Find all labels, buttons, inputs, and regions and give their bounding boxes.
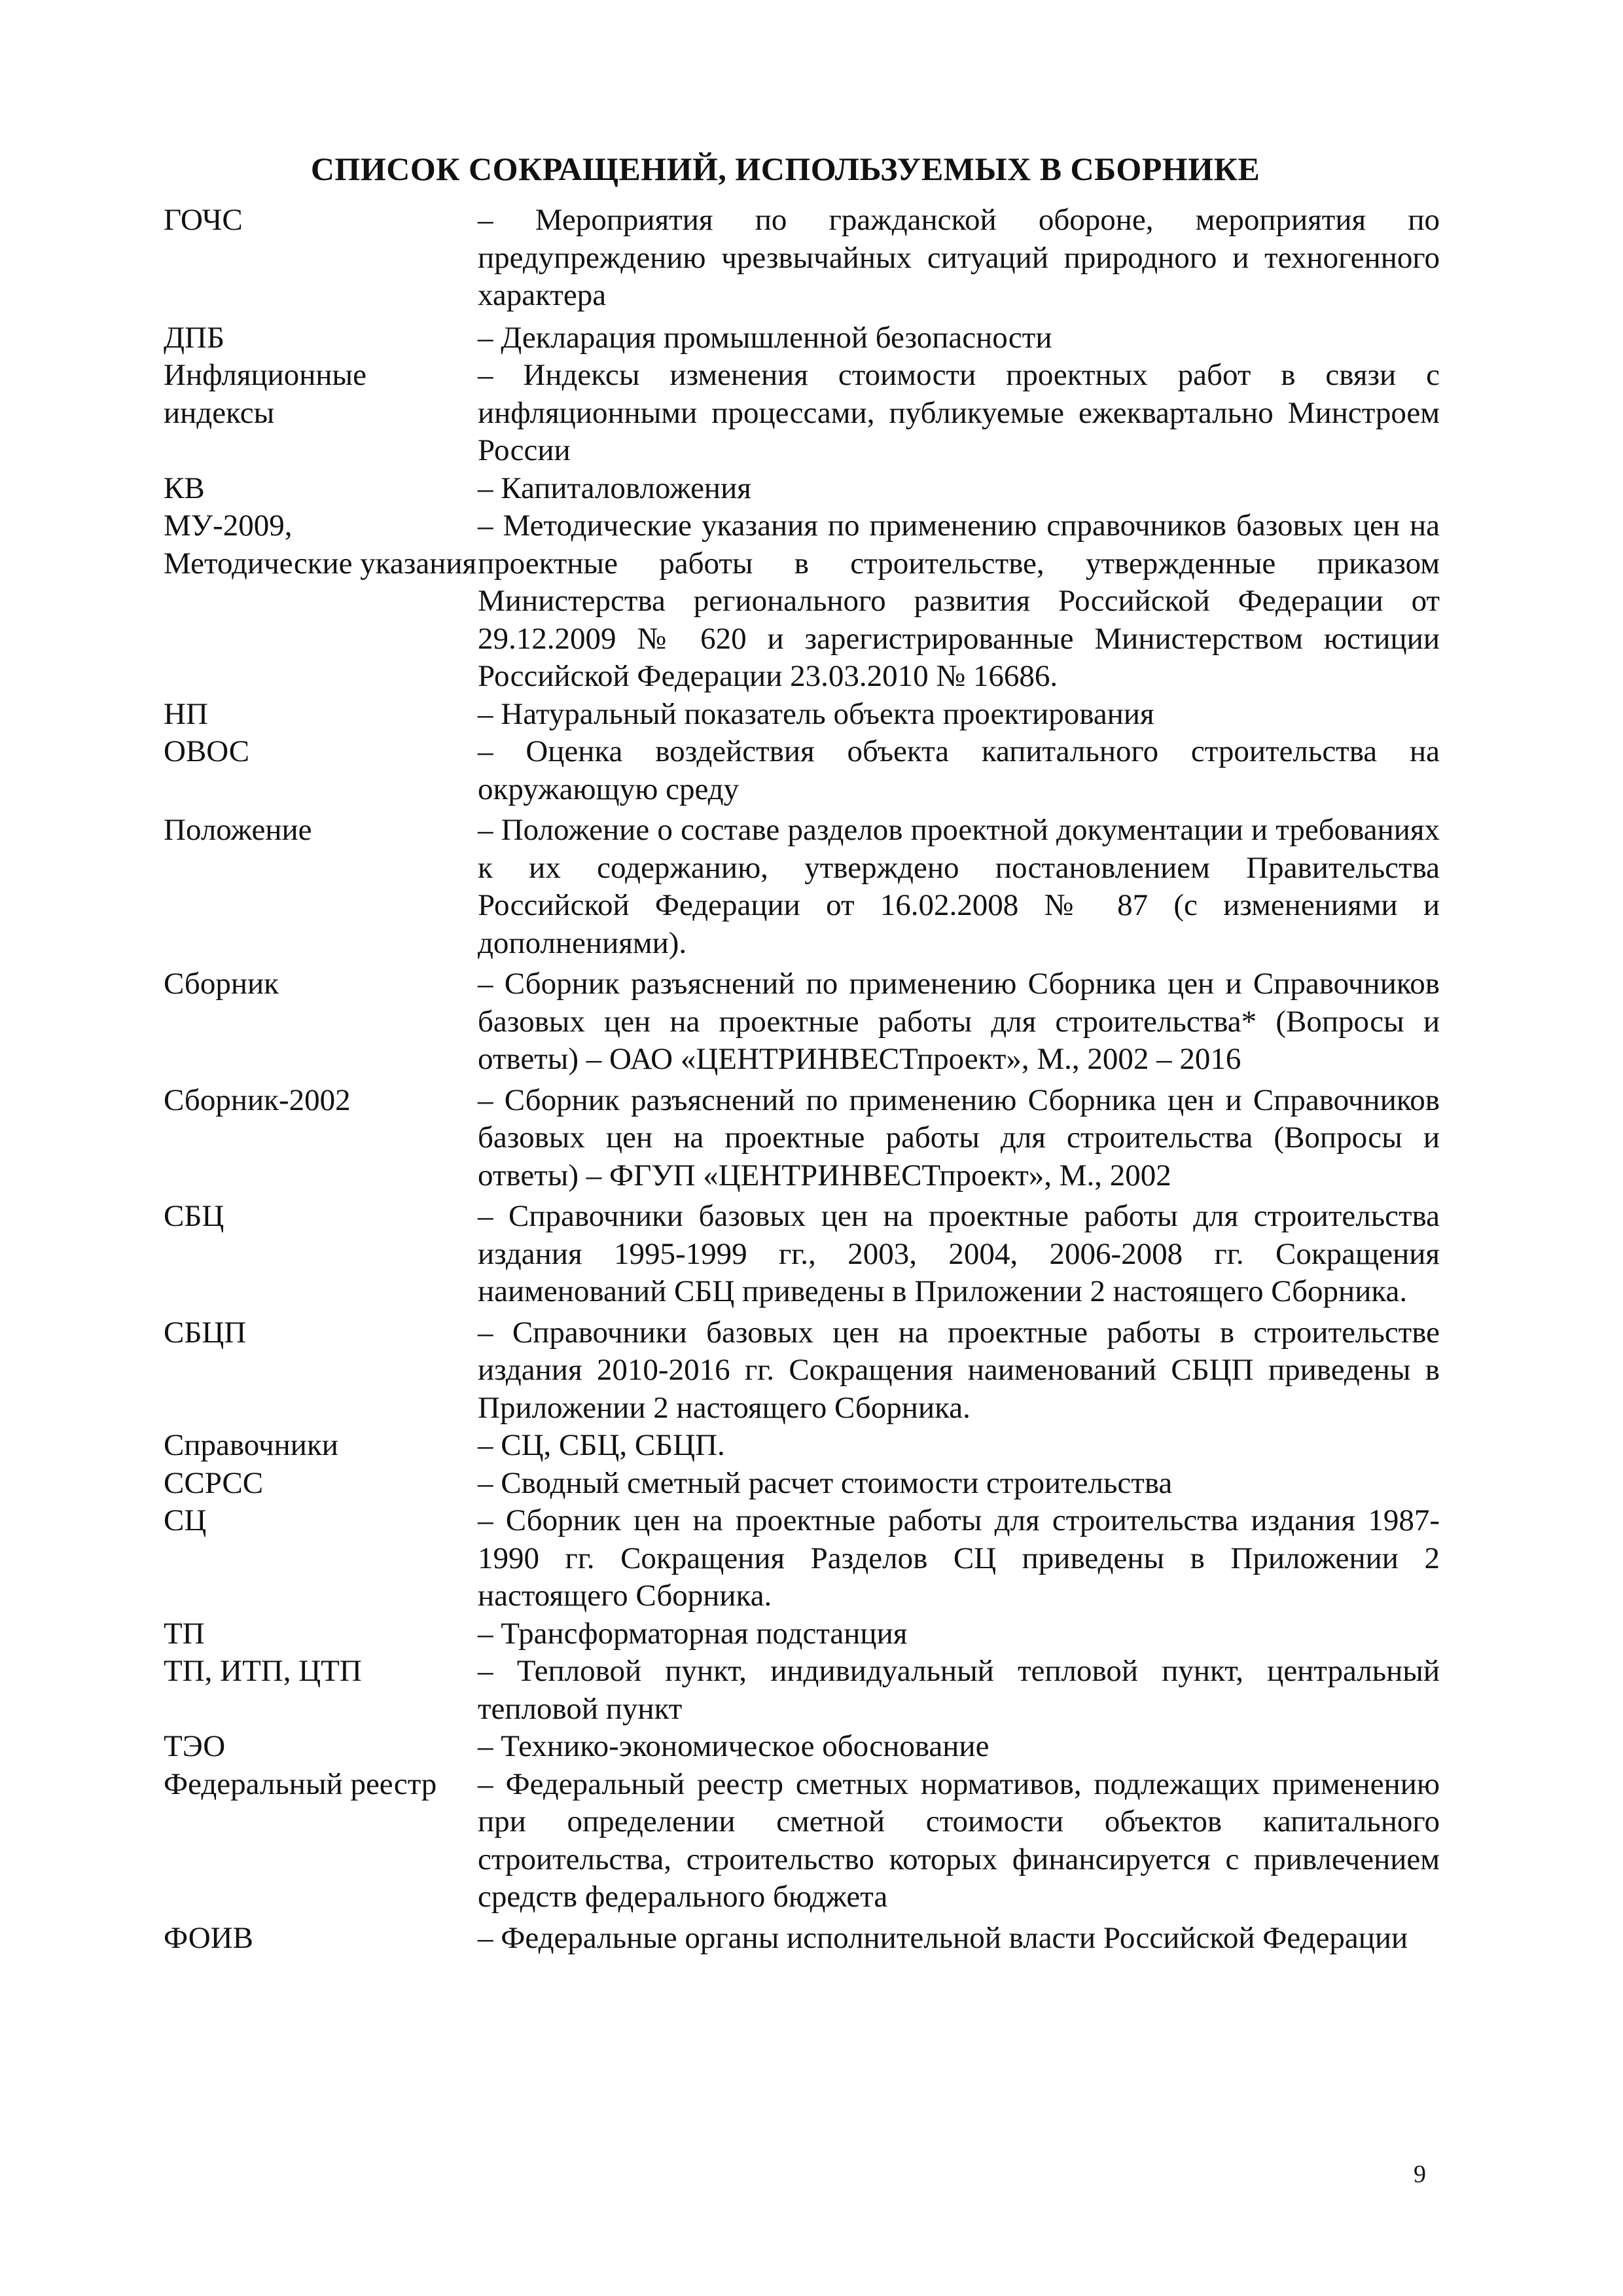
list-item [164, 965, 1440, 1079]
list-item [164, 733, 1440, 808]
abbreviation-definition: – Справочники базовых цен на проектные работы в строительстве издания 2010-2016 гг. Сокращения наименований СБЦП приведены в Приложении 2 настоящего Сборника. [478, 1315, 1440, 1425]
abbreviation-definition: – Сборник цен на проектные работы для строительства издания 1987-1990 гг. Сокращения Разделов СЦ приведены в Приложении 2 настоящего Сборника. [478, 1503, 1440, 1613]
list-item [164, 357, 1440, 470]
abbreviation-definition: – Натуральный показатель объекта проектирования [478, 696, 1154, 731]
list-item [164, 1314, 1440, 1427]
list-item [164, 470, 1440, 508]
abbreviation-definition: – Сборник разъяснений по применению Сборника цен и Справочников базовых цен на проектные работы для строительства* (Вопросы и ответы) – ОАО «ЦЕНТРИНВЕСТпроект», М., 2002 – 2016 [478, 967, 1440, 1076]
abbreviation-list [164, 202, 1440, 1957]
abbreviation-term: Сборник-2002 [164, 1083, 351, 1117]
abbreviation-term: ФОИВ [164, 1920, 253, 1955]
list-item [164, 812, 1440, 962]
abbreviation-term: Федеральный реестр [164, 1767, 437, 1801]
abbreviation-definition: – Федеральный реестр сметных нормативов, подлежащих применению при определении сметной стоимости объектов капитального строительства, строительство которых финансируется с привлечением средств федерального бюджета [478, 1767, 1440, 1914]
list-item [164, 1502, 1440, 1615]
abbreviation-term: ТЭО [164, 1729, 226, 1763]
abbreviation-definition: – Методические указания по применению справочников базовых цен на проектные работы в строительстве, утвержденные приказом Министерства регионального развития Российской Федерации от 29.12.2009 № 620 и зарегистрированные Министерством юстиции Российской Федерации 23.03.2010 № 16686. [478, 509, 1440, 693]
list-item [164, 1766, 1440, 1916]
abbreviation-definition: – Положение о составе разделов проектной документации и требованиях к их содержанию, утверждено постановлением Правительства Российской Федерации от 16.02.2008 № 87 (с изменениями и дополнениями). [478, 813, 1440, 960]
abbreviation-term: ТП [164, 1616, 205, 1651]
abbreviation-definition: – Сборник разъяснений по применению Сборника цен и Справочников базовых цен на проектные работы для строительства (Вопросы и ответы) – ФГУП «ЦЕНТРИНВЕСТпроект», М., 2002 [478, 1083, 1440, 1193]
page-title: СПИСОК СОКРАЩЕНИЙ, ИСПОЛЬЗУЕМЫХ В СБОРНИКЕ [310, 151, 1260, 187]
abbreviation-definition: – Декларация промышленной безопасности [478, 320, 1052, 355]
abbreviation-definition: – Трансформаторная подстанция [478, 1616, 908, 1651]
list-item [164, 1728, 1440, 1766]
abbreviation-definition: – Капиталовложения [478, 471, 751, 505]
list-item [164, 507, 1440, 696]
list-item [164, 1427, 1440, 1465]
list-item [164, 1198, 1440, 1311]
abbreviation-term: Инфляционные индексы [164, 358, 366, 430]
abbreviation-term: ССРСС [164, 1465, 264, 1500]
abbreviation-term: Сборник [164, 967, 279, 1001]
abbreviation-term: СЦ [164, 1503, 207, 1537]
abbreviation-term: МУ-2009, Методические указания [164, 509, 477, 581]
list-item [164, 1465, 1440, 1503]
list-item [164, 1920, 1440, 1958]
abbreviation-term: СБЦ [164, 1199, 224, 1233]
abbreviation-definition: – Справочники базовых цен на проектные работы для строительства издания 1995-1999 гг., 2003, 2004, 2006-2008 гг. Сокращения наименований СБЦ приведены в Приложении 2 настоящего Сборника. [478, 1199, 1440, 1308]
abbreviation-definition: – Индексы изменения стоимости проектных работ в связи с инфляционными процессами, публикуемые ежеквартально Минстроем России [478, 358, 1440, 467]
list-item [164, 1082, 1440, 1195]
list-item [164, 319, 1440, 357]
abbreviation-definition: – Мероприятия по гражданской обороне, мероприятия по предупреждению чрезвычайных ситуаций природного и техногенного характера [478, 203, 1440, 312]
abbreviation-term: Положение [164, 813, 312, 847]
list-item [164, 1653, 1440, 1728]
abbreviation-term: СБЦП [164, 1315, 247, 1350]
abbreviation-definition: – СЦ, СБЦ, СБЦП. [478, 1428, 725, 1462]
list-item [164, 1615, 1440, 1653]
list-item [164, 696, 1440, 734]
abbreviation-term: ОВОС [164, 734, 250, 768]
abbreviation-definition: – Технико-экономическое обоснование [478, 1729, 990, 1763]
abbreviation-term: КВ [164, 471, 205, 505]
abbreviation-term: ТП, ИТП, ЦТП [164, 1654, 362, 1688]
abbreviation-term: ДПБ [164, 320, 224, 355]
abbreviation-term: Справочники [164, 1428, 338, 1462]
page-number: 9 [1414, 2161, 1426, 2188]
abbreviation-definition: – Тепловой пункт, индивидуальный тепловой пункт, центральный тепловой пункт [478, 1654, 1440, 1726]
abbreviation-term: ГОЧС [164, 203, 243, 237]
list-item [164, 202, 1440, 315]
abbreviation-term: НП [164, 696, 208, 731]
abbreviation-definition: – Федеральные органы исполнительной власти Российской Федерации [478, 1920, 1408, 1955]
abbreviation-definition: – Оценка воздействия объекта капитального строительства на окружающую среду [478, 734, 1440, 806]
abbreviation-definition: – Сводный сметный расчет стоимости строительства [478, 1465, 1173, 1500]
